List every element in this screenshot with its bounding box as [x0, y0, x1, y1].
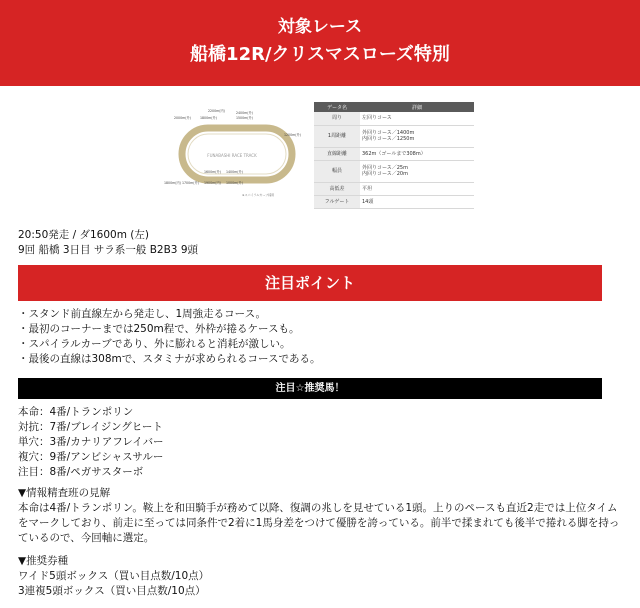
list-item: 単穴：3番/カナリアフレイバー [18, 436, 164, 448]
track-label: 1900m(内) [204, 181, 221, 185]
list-item: 複穴：9番/アンビシャスサルー [18, 451, 164, 463]
track-label: 1000m(外) [226, 181, 243, 185]
track-caption: ※スパイラルカーブ採用 [242, 193, 275, 197]
recommend-picks [18, 405, 164, 480]
table-cell-key: フルゲート [314, 195, 360, 208]
analysis-line: をマークしており、前走に至っては同条件で2着に1馬身差をつけて優勝を誇っている。前半で揉まれても後半で捲れる脚を持っ [18, 517, 620, 529]
track-label: 1700m(外) [182, 181, 199, 185]
table-row [314, 182, 474, 195]
track-label: 1200m(外) [284, 133, 301, 137]
track-label: 1400m(外) [226, 170, 243, 174]
table-cell-key: 幅員 [314, 160, 360, 182]
analysis-line: 本命は4番/トランポリン。鞍上を和田騎手が務めて以降、復調の兆しを見せている1頭。上りのペースも直近2走では上位タイム [18, 502, 618, 514]
header-race-name: 船橋12R/クリスマスローズ特別 [190, 44, 450, 65]
recommend-title: 注目☆推奨馬！ [18, 378, 602, 399]
track-course-name: FUNABASHI RACE TRACK [207, 153, 257, 158]
list-item: 本命：4番/トランポリン [18, 406, 134, 418]
header-title: 対象レース [277, 17, 363, 37]
table-row [314, 112, 474, 125]
race-time-distance: 20:50発走 / ダ1600m (左) [18, 229, 149, 241]
attention-points [18, 307, 618, 367]
list-item: 対抗：7番/ブレイジングヒート [18, 421, 163, 433]
table-header-value: 詳細 [360, 102, 474, 112]
table-cell-key: 高低差 [314, 182, 360, 195]
track-label: 1500m(外) [236, 116, 253, 120]
list-item: ・最初のコーナーまでは250m程で、外枠が捲るケースも。 [18, 323, 300, 335]
ticket-item: ワイド5頭ボックス（買い目点数/10点） [18, 570, 210, 582]
analysis-line: ているので、今回軸に選定。 [18, 532, 155, 544]
table-cell-value: 平坦 [360, 182, 474, 195]
race-meeting-info: 9回 船橋 3日目 サラ系一般 B2B3 9頭 [18, 244, 198, 256]
table-cell-value: 14頭 [360, 195, 474, 208]
table-cell-key: 直線距離 [314, 147, 360, 160]
table-cell-value: 左回りコース [360, 112, 474, 125]
list-item: ・スパイラルカーブであり、外に膨れると消耗が激しい。 [18, 338, 291, 350]
track-label: 1800m(内) [164, 181, 181, 185]
list-item: ・スタンド前直線左から発走し、1周強走るコース。 [18, 308, 266, 320]
tickets-heading: ▼推奨券種 [18, 555, 69, 567]
track-label: 2000m(外) [174, 116, 191, 120]
table-cell-key: 1周距離 [314, 125, 360, 147]
analysis-heading: ▼情報精査班の見解 [18, 487, 111, 499]
ticket-item: 3連複5頭ボックス（買い目点数/10点） [18, 585, 206, 597]
table-cell-value: 外回りコース／25m 内回りコース／20m [360, 160, 474, 182]
table-row [314, 195, 474, 208]
list-item: ・最後の直線は308mで、スタミナが求められるコースである。 [18, 353, 321, 365]
track-label: 1800m(外) [200, 116, 217, 120]
track-label: 2200m(内) [208, 109, 225, 113]
table-row [314, 160, 474, 182]
race-header [0, 0, 640, 86]
list-item: 注目：8番/ペガサスターボ [18, 466, 144, 478]
table-cell-value: 362m（ゴールまで308m） [360, 147, 474, 160]
track-label: 1600m(外) [204, 170, 221, 174]
table-row [314, 125, 474, 147]
table-row [314, 147, 474, 160]
track-map [160, 102, 310, 202]
analysis-text [18, 501, 618, 546]
table-header-key: データ名 [314, 102, 360, 112]
table-cell-value: 外回りコース／1400m 内回りコース／1250m [360, 125, 474, 147]
track-label: 2400m(外) [236, 111, 253, 115]
attention-title: 注目ポイント [18, 265, 602, 301]
table-cell-key: 周り [314, 112, 360, 125]
course-info-table [314, 102, 474, 209]
